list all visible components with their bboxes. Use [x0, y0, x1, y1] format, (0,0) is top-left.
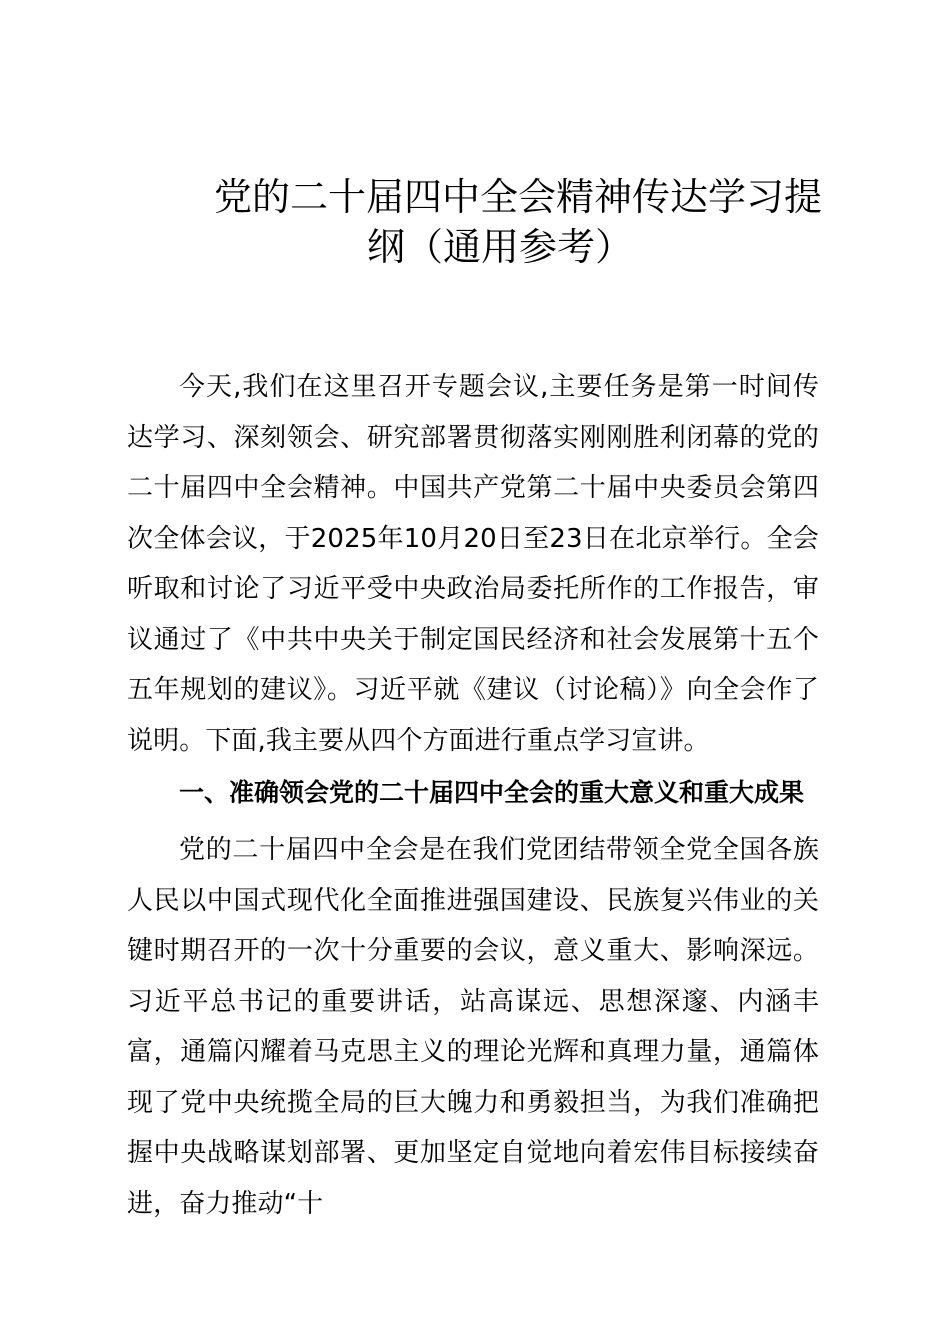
- section-1-paragraph: 党的二十届四中全会是在我们党团结带领全党全国各族人民以中国式现代化全面推进强国建设、民族复兴伟业的关键时期召开的一次十分重要的会议，意义重大、影响深远。习近平总书记的重要讲话，站高谋远、思想深邃、内涵丰富，通篇闪耀着马克思主义的理论光辉和真理力量，通篇体现了党中央统揽全局的巨大魄力和勇毅担当，为我们准确把握中央战略谋划部署、更加坚定自觉地向着宏伟目标接续奋进，奋力推动“十: [127, 835, 819, 1219]
- intro-paragraph: 今天,我们在这里召开专题会议,主要任务是第一时间传达学习、深刻领会、研究部署贯彻落实刚刚胜利闭幕的党的二十届四中全会精神。中国共产党第二十届中央委员会第四次全体会议，于2025年10月20日至23日在北京举行。全会听取和讨论了习近平受中央政治局委托所作的工作报告，审议通过了《中共中央关于制定国民经济和社会发展第十五个五年规划的建议》。习近平就《建议（讨论稿）》向全会作了说明。下面,我主要从四个方面进行重点学习宣讲。: [127, 372, 819, 756]
- document-title: [140, 172, 860, 272]
- section-heading-1: 一、准确领会党的二十届四中全会的重大意义和重大成果: [179, 778, 805, 807]
- title-line-1: 党的二十届四中全会精神传达学习提: [213, 175, 822, 219]
- title-line-2: 纲（通用参考）: [366, 225, 633, 269]
